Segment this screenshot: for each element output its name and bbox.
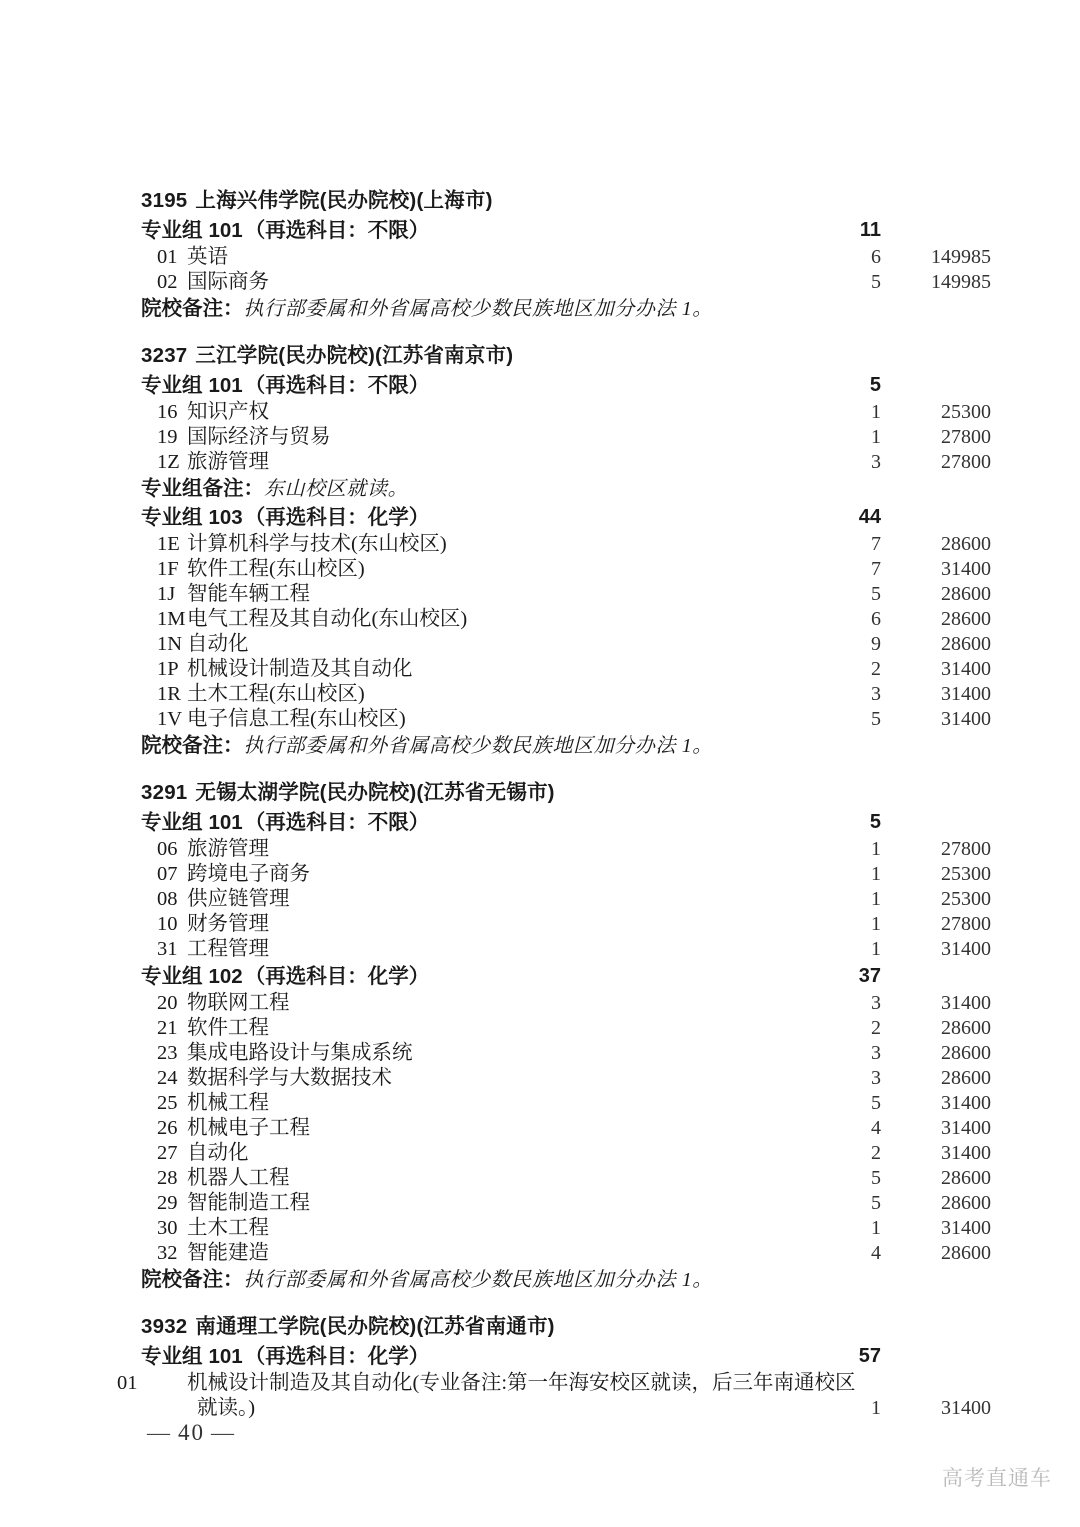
major-plan-count: 7 — [871, 533, 881, 555]
major-code: 21 — [157, 1017, 178, 1039]
major-name: 国际经济与贸易 — [187, 426, 331, 448]
major-plan-count: 9 — [871, 633, 881, 655]
major-group-prefix: 专业组 — [141, 965, 203, 988]
major-plan-count: 1 — [871, 426, 881, 448]
major-name: 电子信息工程(东山校区) — [187, 708, 406, 730]
major-group-subject: （再选科目：不限） — [244, 374, 430, 397]
school-code: 3195 — [141, 189, 188, 212]
school-note-body: 执行部委属和外省属高校少数民族地区加分办法 1。 — [243, 298, 713, 320]
major-row — [141, 1016, 991, 1041]
major-name: 机械设计制造及其自动化 — [187, 658, 413, 680]
major-group-prefix: 专业组 — [141, 374, 203, 397]
major-row — [141, 1091, 991, 1116]
major-plan-count: 3 — [871, 992, 881, 1014]
major-code: 08 — [157, 888, 178, 910]
school-header-label — [141, 341, 991, 371]
major-group-code: 101 — [208, 811, 243, 834]
major-tuition-fee: 31400 — [941, 658, 991, 680]
major-code: 20 — [157, 992, 178, 1014]
major-code: 23 — [157, 1042, 178, 1064]
major-row — [141, 837, 991, 862]
major-plan-count: 5 — [871, 271, 881, 293]
major-plan-count: 1 — [871, 838, 881, 860]
major-group-note-title: 专业组备注： — [141, 477, 264, 500]
major-tuition-fee: 27800 — [941, 451, 991, 473]
school-name: 上海兴伟学院(民办院校)(上海市) — [195, 189, 493, 212]
major-name: 土木工程(东山校区) — [187, 683, 365, 705]
major-code: 1R — [157, 683, 181, 705]
major-name: 跨境电子商务 — [187, 863, 310, 885]
major-group-note — [141, 475, 991, 503]
major-tuition-fee: 31400 — [941, 708, 991, 730]
major-row — [141, 862, 991, 887]
major-name: 知识产权 — [187, 401, 269, 423]
major-row — [141, 557, 991, 582]
major-plan-count: 5 — [871, 708, 881, 730]
major-tuition-fee: 149985 — [931, 271, 991, 293]
school-header-label — [141, 1312, 991, 1342]
major-group-header — [141, 371, 991, 400]
major-name: 自动化 — [187, 1142, 249, 1164]
school-note-title: 院校备注： — [141, 297, 244, 320]
major-code: 10 — [157, 913, 178, 935]
school-note — [141, 1266, 991, 1294]
major-code: 1N — [157, 633, 183, 655]
major-row — [141, 1216, 991, 1241]
major-group-prefix: 专业组 — [141, 1345, 203, 1368]
major-tuition-fee: 31400 — [941, 1217, 991, 1239]
major-tuition-fee: 27800 — [941, 838, 991, 860]
major-row — [141, 887, 991, 912]
major-group-plan-count: 5 — [869, 374, 881, 396]
major-group-note-body: 东山校区就读。 — [264, 478, 409, 500]
school-note-label — [141, 295, 991, 323]
school-code: 3291 — [141, 781, 188, 804]
major-row — [141, 707, 991, 732]
major-code: 32 — [157, 1242, 178, 1264]
major-tuition-fee: 28600 — [941, 1242, 991, 1264]
major-plan-count: 2 — [871, 1017, 881, 1039]
school-header-label — [141, 778, 991, 808]
major-tuition-fee: 28600 — [941, 1017, 991, 1039]
major-code: 16 — [157, 401, 178, 423]
major-tuition-fee: 25300 — [941, 401, 991, 423]
major-tuition-fee: 27800 — [941, 913, 991, 935]
major-name: 计算机科学与技术(东山校区) — [187, 533, 447, 555]
major-code: 1J — [157, 583, 176, 605]
major-tuition-fee: 31400 — [941, 938, 991, 960]
page-number-dash-left: — — [147, 1420, 172, 1445]
page-number-value: 40 — [178, 1420, 205, 1445]
major-code: 01 — [117, 1372, 138, 1394]
major-tuition-fee: 27800 — [941, 426, 991, 448]
major-name: 土木工程 — [187, 1217, 269, 1239]
major-name: 自动化 — [187, 633, 249, 655]
major-name: 供应链管理 — [187, 888, 290, 910]
school-note-title: 院校备注： — [141, 1268, 244, 1291]
major-name: 数据科学与大数据技术 — [187, 1067, 392, 1089]
major-row — [141, 912, 991, 937]
school-note — [141, 732, 991, 760]
major-tuition-fee: 31400 — [941, 992, 991, 1014]
major-code: 1P — [157, 658, 179, 680]
major-code: 02 — [157, 271, 178, 293]
school-name: 无锡太湖学院(民办院校)(江苏省无锡市) — [195, 781, 555, 804]
major-group-plan-count: 11 — [859, 219, 881, 241]
major-code: 1E — [157, 533, 180, 555]
major-code: 31 — [157, 938, 178, 960]
major-row — [141, 1041, 991, 1066]
major-row — [141, 1141, 991, 1166]
major-code: 24 — [157, 1067, 178, 1089]
school-note-label — [141, 732, 991, 760]
major-group-plan-count: 44 — [858, 506, 881, 528]
major-row — [141, 1066, 991, 1091]
major-group-header — [141, 1342, 991, 1371]
school-name: 三江学院(民办院校)(江苏省南京市) — [195, 344, 514, 367]
major-name: 集成电路设计与集成系统 — [187, 1042, 413, 1064]
major-row — [141, 632, 991, 657]
major-row — [141, 532, 991, 557]
major-code: 27 — [157, 1142, 178, 1164]
major-group-header — [141, 962, 991, 991]
school-header — [141, 778, 991, 808]
major-row — [141, 991, 991, 1016]
school-name: 南通理工学院(民办院校)(江苏省南通市) — [195, 1315, 555, 1338]
major-code: 29 — [157, 1192, 178, 1214]
major-name: 机械设计制造及其自动化(专业备注:第一年海安校区就读，后三年南通校区就读。) — [187, 1372, 856, 1419]
major-row — [141, 450, 991, 475]
major-tuition-fee: 31400 — [941, 1142, 991, 1164]
major-code: 28 — [157, 1167, 178, 1189]
school-code: 3237 — [141, 344, 188, 367]
school-note-body: 执行部委属和外省属高校少数民族地区加分办法 1。 — [243, 1269, 713, 1291]
school-header — [141, 186, 991, 216]
major-name: 智能制造工程 — [187, 1192, 310, 1214]
major-name: 机械电子工程 — [187, 1117, 310, 1139]
major-code: 1F — [157, 558, 179, 580]
major-code: 07 — [157, 863, 178, 885]
major-name: 软件工程 — [187, 1017, 269, 1039]
major-tuition-fee: 28600 — [941, 1042, 991, 1064]
major-row — [141, 400, 991, 425]
major-plan-count: 1 — [871, 863, 881, 885]
major-row — [141, 582, 991, 607]
watermark: 高考直通车 — [942, 1467, 1052, 1490]
major-tuition-fee: 28600 — [941, 608, 991, 630]
major-group-note-label — [141, 475, 991, 503]
major-code: 30 — [157, 1217, 178, 1239]
major-group-prefix: 专业组 — [141, 219, 203, 242]
school-note-label — [141, 1266, 991, 1294]
major-row — [141, 270, 991, 295]
major-plan-count: 1 — [871, 401, 881, 423]
major-group-header — [141, 808, 991, 837]
major-tuition-fee: 31400 — [941, 1397, 991, 1419]
major-name: 智能车辆工程 — [187, 583, 310, 605]
major-plan-count: 1 — [871, 888, 881, 910]
major-group-subject: （再选科目：不限） — [244, 219, 430, 242]
page-number — [141, 1420, 242, 1446]
plan-listing — [117, 186, 991, 1421]
major-row — [117, 1371, 991, 1421]
major-name: 软件工程(东山校区) — [187, 558, 365, 580]
major-name: 物联网工程 — [187, 992, 290, 1014]
major-name: 机器人工程 — [187, 1167, 290, 1189]
major-plan-count: 3 — [871, 683, 881, 705]
major-group-code: 101 — [208, 1345, 243, 1368]
major-plan-count: 4 — [871, 1117, 881, 1139]
major-group-plan-count: 37 — [858, 965, 881, 987]
major-tuition-fee: 28600 — [941, 1192, 991, 1214]
major-tuition-fee: 28600 — [941, 1067, 991, 1089]
major-name: 电气工程及其自动化(东山校区) — [187, 608, 468, 630]
major-row — [141, 425, 991, 450]
major-plan-count: 1 — [871, 1217, 881, 1239]
major-plan-count: 5 — [871, 583, 881, 605]
major-name: 英语 — [187, 246, 228, 268]
school-header-label — [141, 186, 991, 216]
major-code: 1V — [157, 708, 183, 730]
major-tuition-fee: 149985 — [931, 246, 991, 268]
major-group-code: 103 — [208, 506, 243, 529]
major-tuition-fee: 31400 — [941, 1117, 991, 1139]
major-plan-count: 7 — [871, 558, 881, 580]
major-plan-count: 1 — [871, 913, 881, 935]
major-code: 1M — [157, 608, 186, 630]
school-code: 3932 — [141, 1315, 188, 1338]
major-group-code: 102 — [208, 965, 243, 988]
major-plan-count: 1 — [871, 1397, 881, 1419]
major-group-plan-count: 5 — [869, 811, 881, 833]
major-row — [141, 1191, 991, 1216]
major-group-subject: （再选科目：不限） — [244, 811, 430, 834]
major-code: 26 — [157, 1117, 178, 1139]
major-row — [141, 1166, 991, 1191]
major-plan-count: 6 — [871, 246, 881, 268]
major-plan-count: 6 — [871, 608, 881, 630]
major-code: 1Z — [157, 451, 180, 473]
major-plan-count: 3 — [871, 1042, 881, 1064]
major-row — [141, 1241, 991, 1266]
major-name: 财务管理 — [187, 913, 269, 935]
major-tuition-fee: 31400 — [941, 683, 991, 705]
major-group-code: 101 — [208, 219, 243, 242]
major-name: 旅游管理 — [187, 451, 269, 473]
school-note-title: 院校备注： — [141, 734, 244, 757]
major-tuition-fee: 28600 — [941, 633, 991, 655]
major-group-subject: （再选科目：化学） — [244, 965, 430, 988]
major-row — [141, 657, 991, 682]
major-group-header — [141, 503, 991, 532]
major-plan-count: 2 — [871, 1142, 881, 1164]
major-group-header — [141, 216, 991, 245]
major-plan-count: 5 — [871, 1192, 881, 1214]
major-plan-count: 4 — [871, 1242, 881, 1264]
major-name: 智能建造 — [187, 1242, 269, 1264]
major-tuition-fee: 25300 — [941, 888, 991, 910]
major-name: 旅游管理 — [187, 838, 269, 860]
school-header — [141, 1312, 991, 1342]
school-note — [141, 295, 991, 323]
major-group-prefix: 专业组 — [141, 811, 203, 834]
major-tuition-fee: 28600 — [941, 533, 991, 555]
major-plan-count: 1 — [871, 938, 881, 960]
major-code: 06 — [157, 838, 178, 860]
major-tuition-fee: 31400 — [941, 558, 991, 580]
major-plan-count: 5 — [871, 1092, 881, 1114]
major-tuition-fee: 31400 — [941, 1092, 991, 1114]
major-group-plan-count: 57 — [858, 1345, 881, 1367]
major-name: 工程管理 — [187, 938, 269, 960]
major-plan-count: 3 — [871, 1067, 881, 1089]
major-group-subject: （再选科目：化学） — [244, 1345, 430, 1368]
major-row — [141, 1116, 991, 1141]
major-tuition-fee: 25300 — [941, 863, 991, 885]
major-tuition-fee: 28600 — [941, 1167, 991, 1189]
major-group-code: 101 — [208, 374, 243, 397]
major-code: 25 — [157, 1092, 178, 1114]
major-row — [141, 682, 991, 707]
school-header — [141, 341, 991, 371]
school-note-body: 执行部委属和外省属高校少数民族地区加分办法 1。 — [243, 735, 713, 757]
major-row — [141, 245, 991, 270]
page-number-dash-right: — — [211, 1420, 236, 1445]
major-plan-count: 2 — [871, 658, 881, 680]
major-group-subject: （再选科目：化学） — [244, 506, 430, 529]
major-tuition-fee: 28600 — [941, 583, 991, 605]
major-row — [141, 937, 991, 962]
major-group-prefix: 专业组 — [141, 506, 203, 529]
major-name: 国际商务 — [187, 271, 269, 293]
major-plan-count: 3 — [871, 451, 881, 473]
major-name: 机械工程 — [187, 1092, 269, 1114]
major-code: 01 — [157, 246, 178, 268]
major-plan-count: 5 — [871, 1167, 881, 1189]
major-row — [141, 607, 991, 632]
major-code: 19 — [157, 426, 178, 448]
